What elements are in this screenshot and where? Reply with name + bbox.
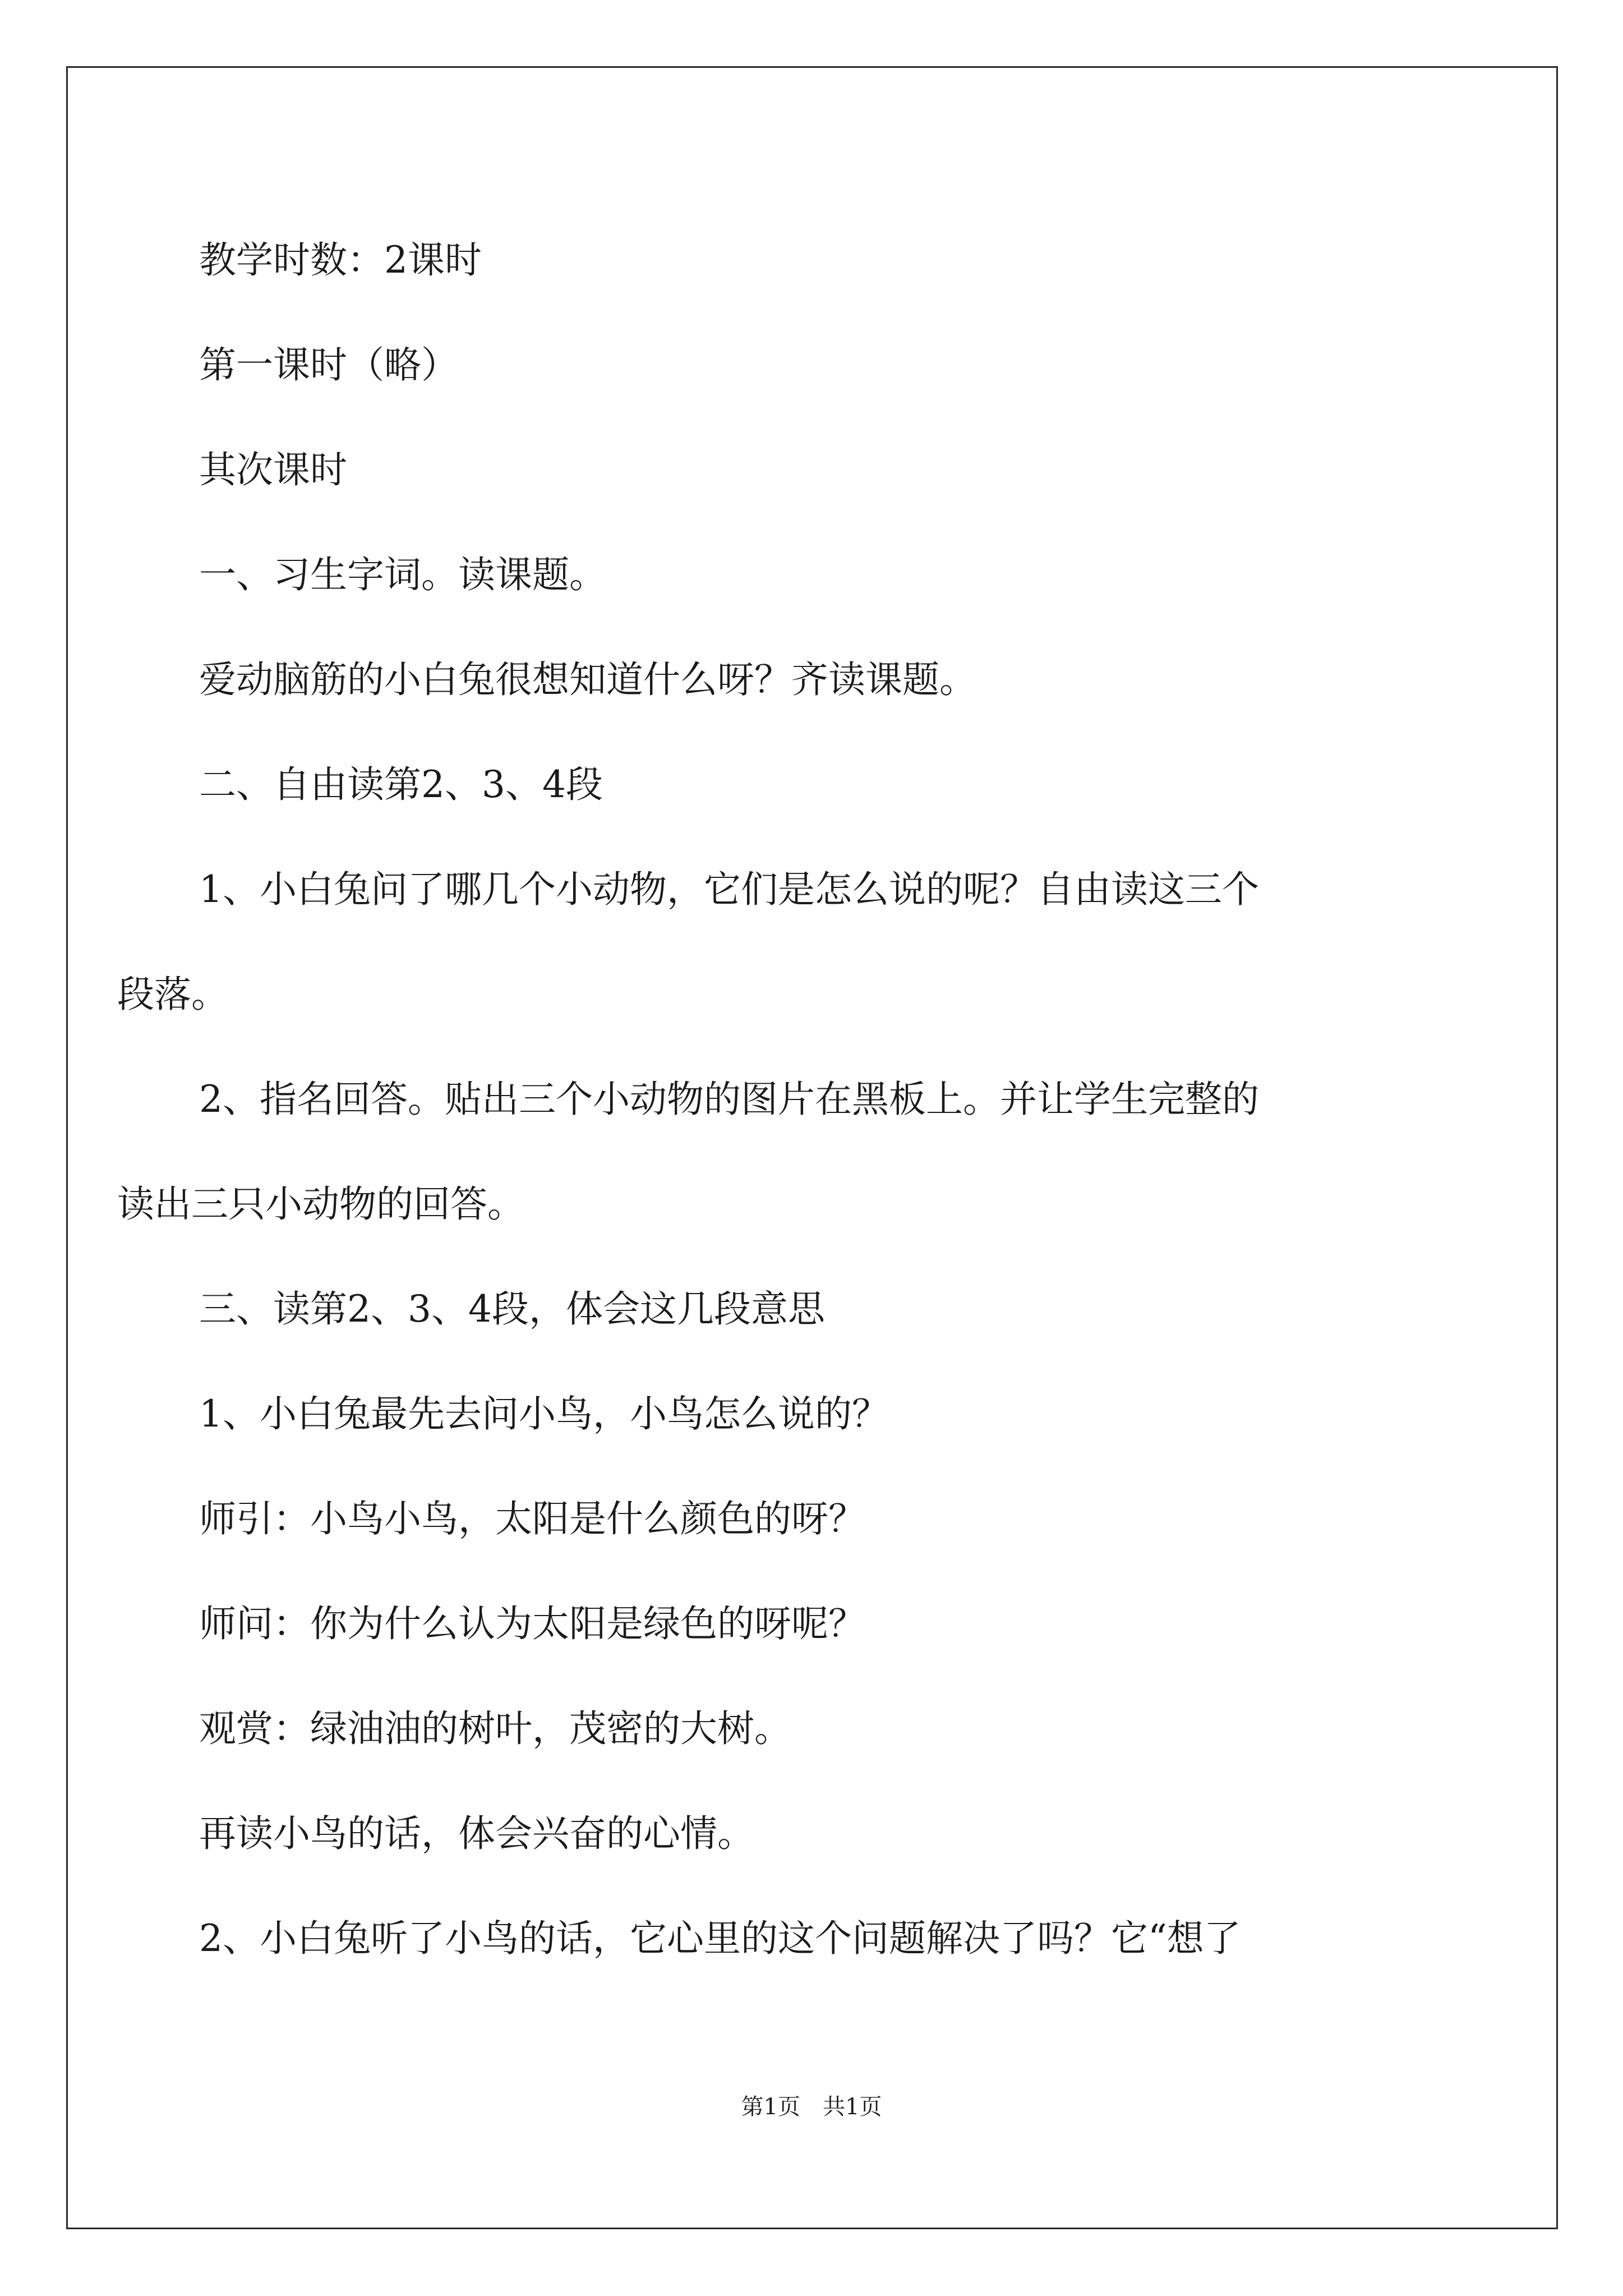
line-section-one: 一、习生字词。读课题。 — [199, 553, 606, 596]
line-section-two: 二、自由读第2、3、4段 — [199, 763, 603, 806]
line-class-hours: 教学时数：2课时 — [199, 238, 482, 282]
line-first-lesson: 第一课时（略） — [199, 343, 458, 386]
line-paragraph-continuation: 读出三只小动物的回答。 — [117, 1182, 524, 1226]
line-section-three: 三、读第2、3、4段，体会这几段意思 — [199, 1287, 825, 1331]
line-paragraph: 1、小白兔最先去问小鸟，小鸟怎么说的？ — [199, 1392, 889, 1435]
line-paragraph: 师引：小鸟小鸟，太阳是什么颜色的呀？ — [199, 1497, 865, 1540]
line-paragraph: 2、小白兔听了小鸟的话，它心里的这个问题解决了吗？它“想了 — [199, 1917, 1241, 1960]
line-paragraph: 爱动脑筋的小白兔很想知道什么呀？齐读课题。 — [199, 658, 976, 701]
line-second-lesson: 其次课时 — [199, 448, 347, 491]
line-paragraph: 1、小白兔问了哪几个小动物，它们是怎么说的呢？自由读这三个 — [199, 868, 1259, 911]
document-body — [117, 208, 1433, 1991]
line-paragraph: 观赏：绿油油的树叶，茂密的大树。 — [199, 1707, 791, 1750]
line-paragraph-continuation: 段落。 — [117, 973, 228, 1016]
line-paragraph: 师问：你为什么认为太阳是绿色的呀呢？ — [199, 1602, 865, 1645]
line-paragraph: 再读小鸟的话，体会兴奋的心情。 — [199, 1812, 754, 1855]
page-footer: 第1页 共1页 — [741, 2094, 882, 2120]
line-paragraph: 2、指名回答。贴出三个小动物的图片在黑板上。并让学生完整的 — [199, 1078, 1259, 1121]
